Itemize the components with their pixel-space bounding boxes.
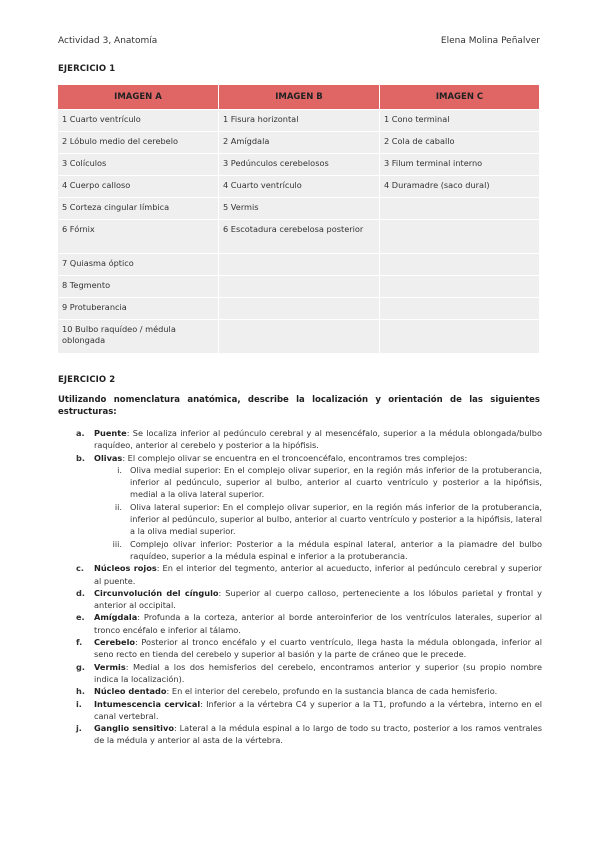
table-cell: 6 Fórnix [58,220,219,254]
sub-list-item [94,538,542,563]
list-item [58,611,542,636]
item-marker: d. [76,587,85,598]
table-row [58,132,540,154]
table-row [58,254,540,276]
sub-item-text: Oliva lateral superior: En el complejo olivar superior, en la región más inferior de la protuberancia, inferior al pedúnculo, superior al bulbo, anterior al cuarto ventrículo y posterior a la hipófisis, lateral a la oliva medial superior. [130,501,542,537]
header-activity: Actividad 3, Anatomía [58,36,158,46]
table-header-row [58,85,540,110]
sub-list-item [94,464,542,501]
table-row [58,220,540,254]
item-text: : El complejo olivar se encuentra en el troncoencéfalo, encontramos tres complejos: [122,452,468,463]
table-cell [380,320,540,354]
table-cell: 3 Pedúnculos cerebelosos [219,154,380,176]
table-cell: 9 Protuberancia [58,298,219,320]
list-item [58,636,542,661]
table-cell [219,276,380,298]
table-cell [380,198,540,220]
table-cell: 1 Cuarto ventrículo [58,110,219,132]
structures-list [58,427,542,747]
header-author: Elena Molina Peñalver [440,36,540,46]
item-marker: i. [76,698,82,709]
table-cell: 10 Bulbo raquídeo / médula oblongada [58,320,219,354]
item-term: Vermis [94,661,126,672]
item-text: : Medial a los dos hemisferios del cerebelo, encontramos anterior y superior (su propio nombre indica la localización). [94,661,542,684]
item-marker: a. [76,428,85,438]
item-text: : Inferior a la vértebra C4 y superior a la T1, profundo a la vértebra, interno en el canal vertebral. [94,698,543,721]
list-item [58,661,542,686]
list-item [58,427,542,452]
olivas-sublist [94,464,542,562]
item-text: : En el interior del tegmento, anterior al acueducto, inferior al pedúnculo cerebral y superior al puente. [94,563,542,586]
table-cell [380,298,540,320]
item-text: : Lateral a la médula espinal a lo largo de todo su tracto, posterior a los ramos ventrales de la médula y anterior al asta de la vértebra. [94,723,543,746]
item-term: Ganglio sensitivo [94,723,174,734]
list-item [58,562,542,587]
table-row [58,298,540,320]
column-header: IMAGEN A [58,85,219,110]
structures-table [57,84,540,354]
exercise1-title: EJERCICIO 1 [58,64,116,74]
item-term: Olivas [94,452,123,463]
table-cell: 3 Filum terminal interno [380,154,540,176]
table-cell: 8 Tegmento [58,276,219,298]
table-row [58,320,540,354]
item-marker: h. [76,686,85,697]
table-cell: 4 Cuarto ventrículo [219,176,380,198]
table-cell [219,254,380,276]
exercise2-title: EJERCICIO 2 [58,375,116,385]
list-item [58,685,542,697]
table-cell [219,320,380,354]
item-term: Puente [94,428,127,438]
table-cell [380,220,540,254]
item-term: Amígdala [94,612,138,623]
sub-list-item [94,501,542,538]
sub-item-text: Complejo olivar inferior: Posterior a la médula espinal lateral, anterior a la piamadre del bulbo raquídeo, superior a la médula espinal e inferior a la protuberancia. [130,538,542,561]
table-row [58,176,540,198]
sub-item-marker: iii. [112,538,122,549]
table-cell: 4 Cuerpo calloso [58,176,219,198]
table-cell: 3 Colículos [58,154,219,176]
item-text: : Posterior al tronco encéfalo y el cuarto ventrículo, llega hasta la médula oblongada, inferior al seno recto en tienda del cerebelo y superior al basión y la parte de cráneo que le precede. [94,637,542,660]
list-item [58,452,542,563]
item-marker: g. [76,661,85,672]
item-text: : Se localiza inferior al pedúnculo cerebral y al mesencéfalo, superior a la médula oblongada/bulbo raquídeo, anterior al cerebelo y posterior a la hipófisis. [94,428,542,451]
item-marker: e. [76,612,85,623]
item-text: : En el interior del cerebelo, profundo en la sustancia blanca de cada hemisferio. [166,686,498,697]
table-cell: 2 Amígdala [219,132,380,154]
table-row [58,198,540,220]
item-marker: c. [76,563,84,574]
item-text: : Superior al cuerpo calloso, perteneciente a los lóbulos parietal y frontal y anterior al occipital. [94,587,542,611]
list-item [58,587,542,612]
item-term: Núcleos rojos [94,563,157,574]
table-cell: 1 Fisura horizontal [219,110,380,132]
sub-item-marker: i. [117,464,122,475]
item-marker: f. [76,637,83,648]
table-cell: 2 Cola de caballo [380,132,540,154]
item-term: Núcleo dentado [94,686,167,697]
sub-item-text: Oliva medial superior: En el complejo olivar superior, en la región más inferior de la protuberancia, inferior al pedúnculo, superior al bulbo, anterior al cuarto ventrículo y posterior a la hipófisis, medial a la oliva lateral superior. [130,464,542,500]
sub-item-marker: ii. [114,501,122,512]
table-cell: 6 Escotadura cerebelosa posterior [219,220,380,254]
item-term: Cerebelo [94,637,135,648]
table-cell: 7 Quiasma óptico [58,254,219,276]
exercise2-question: Utilizando nomenclatura anatómica, describe la localización y orientación de las siguientes estructuras: [58,395,540,417]
table-row [58,110,540,132]
table-cell: 5 Corteza cingular límbica [58,198,219,220]
column-header: IMAGEN C [380,85,540,110]
table-cell: 2 Lóbulo medio del cerebelo [58,132,219,154]
item-marker: b. [76,452,85,463]
table-cell [380,276,540,298]
table-cell: 1 Cono terminal [380,110,540,132]
list-item [58,698,542,723]
table-cell [380,254,540,276]
table-cell: 4 Duramadre (saco dural) [380,176,540,198]
column-header: IMAGEN B [219,85,380,110]
table-row [58,276,540,298]
table-cell [219,298,380,320]
list-item [58,722,542,747]
item-marker: j. [76,723,82,734]
item-text: : Profunda a la corteza, anterior al borde anteroinferior de los ventrículos laterales, superior al tronco encéfalo e inferior al tálamo. [94,612,542,635]
table-row [58,154,540,176]
item-term: Intumescencia cervical [94,698,201,709]
item-term: Circunvolución del cíngulo [94,587,219,598]
table-cell: 5 Vermis [219,198,380,220]
